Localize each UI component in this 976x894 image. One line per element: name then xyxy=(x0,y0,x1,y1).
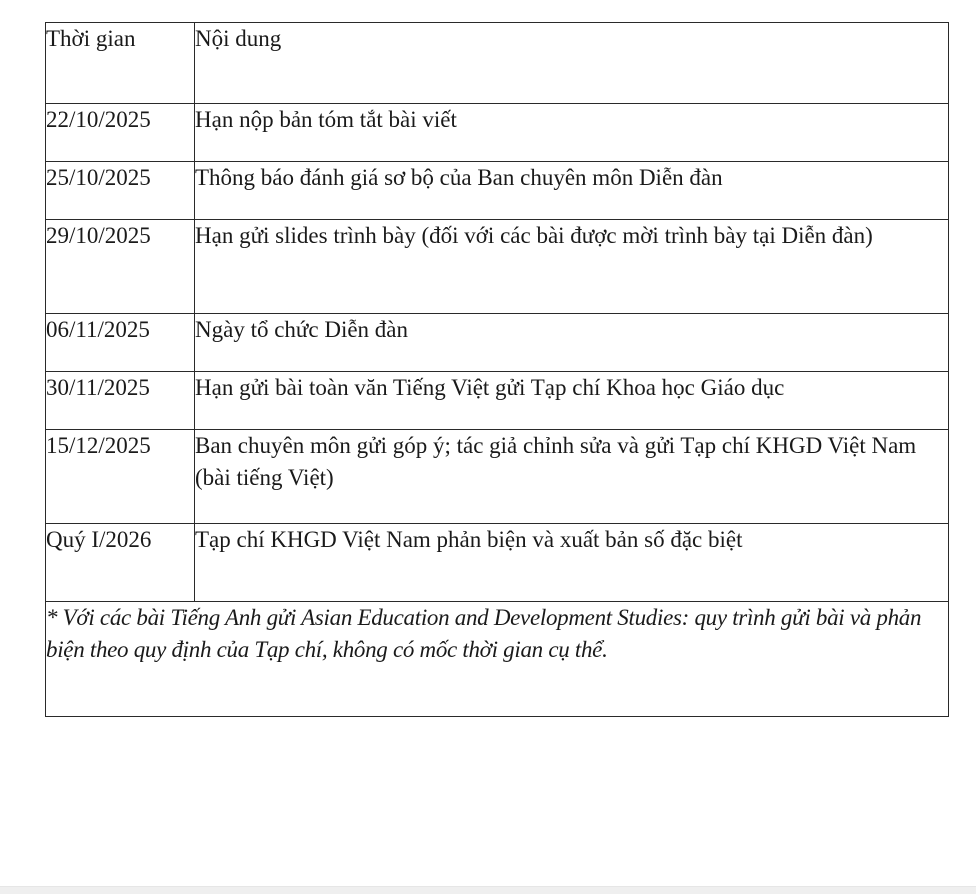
time-cell: 29/10/2025 xyxy=(46,220,195,314)
content-cell: Thông báo đánh giá sơ bộ của Ban chuyên môn Diễn đàn xyxy=(195,162,949,220)
table-row xyxy=(46,220,949,314)
table-row xyxy=(46,104,949,162)
table-row xyxy=(46,524,949,602)
content-cell: Hạn nộp bản tóm tắt bài viết xyxy=(195,104,949,162)
table-row xyxy=(46,430,949,524)
footnote: * Với các bài Tiếng Anh gửi Asian Education and Development Studies: quy trình gửi bài và phản biện theo quy định của Tạp chí, không có mốc thời gian cụ thể. xyxy=(46,602,949,717)
note-row xyxy=(46,602,949,717)
table-row xyxy=(46,372,949,430)
header-time xyxy=(46,23,195,104)
time-cell: 15/12/2025 xyxy=(46,430,195,524)
time-cell: 22/10/2025 xyxy=(46,104,195,162)
table-header-row xyxy=(46,23,949,104)
table-row xyxy=(46,314,949,372)
time-cell: Quý I/2026 xyxy=(46,524,195,602)
header-content xyxy=(195,23,949,104)
header-time-label: Thời gian xyxy=(46,26,136,51)
content-cell: Hạn gửi slides trình bày (đối với các bài được mời trình bày tại Diễn đàn) xyxy=(195,220,949,314)
table-row xyxy=(46,162,949,220)
content-cell: Tạp chí KHGD Việt Nam phản biện và xuất bản số đặc biệt xyxy=(195,524,949,602)
content-cell: Ngày tổ chức Diễn đàn xyxy=(195,314,949,372)
time-cell: 30/11/2025 xyxy=(46,372,195,430)
header-content-label: Nội dung xyxy=(195,26,282,51)
content-cell: Ban chuyên môn gửi góp ý; tác giả chỉnh sửa và gửi Tạp chí KHGD Việt Nam (bài tiếng Việt) xyxy=(195,430,949,524)
time-cell: 06/11/2025 xyxy=(46,314,195,372)
content-cell: Hạn gửi bài toàn văn Tiếng Việt gửi Tạp chí Khoa học Giáo dục xyxy=(195,372,949,430)
schedule-table xyxy=(45,22,949,717)
time-cell: 25/10/2025 xyxy=(46,162,195,220)
